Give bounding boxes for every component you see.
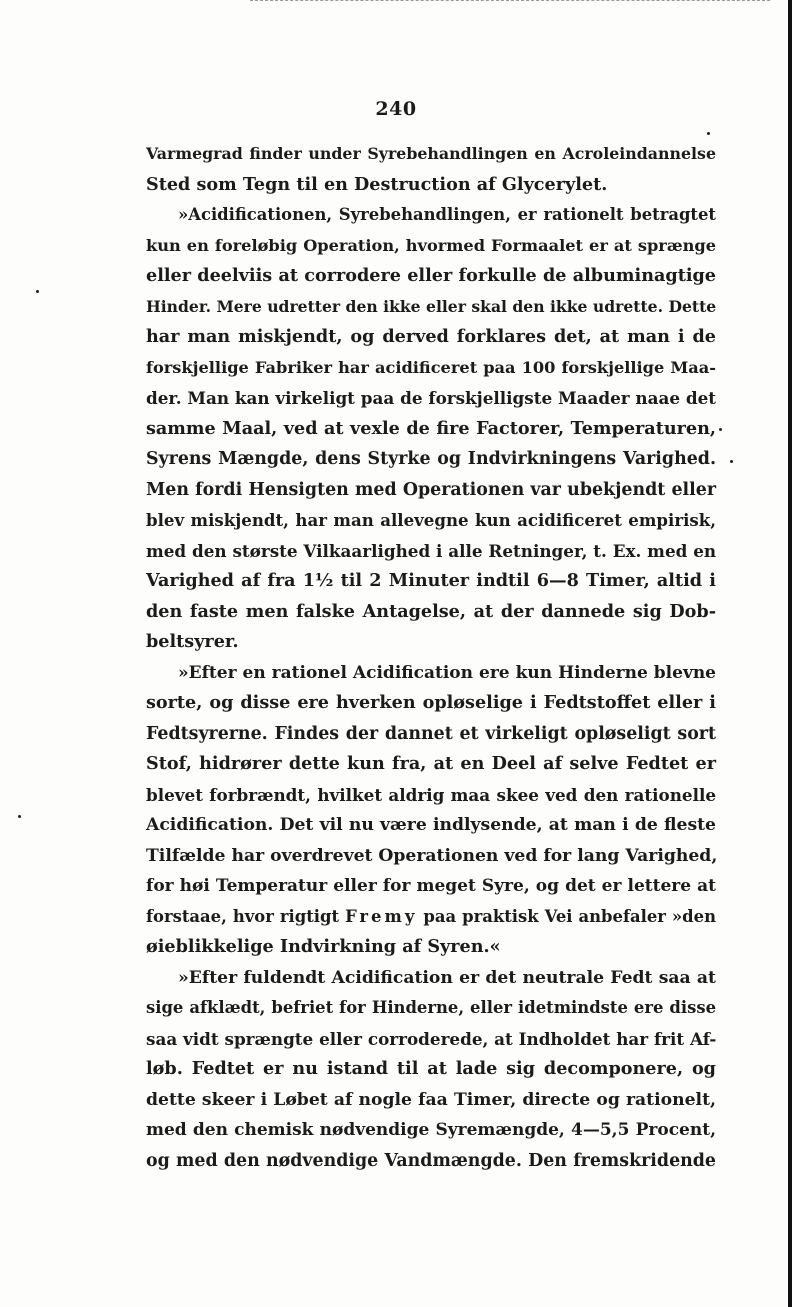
text-line: beltsyrer. [146, 631, 239, 652]
text-segment: forstaae, hvor rigtigt [146, 906, 346, 926]
text-line-with-name [146, 902, 716, 933]
text-line: den faste men falske Antagelse, at der dannede sig Dob- [146, 600, 716, 622]
text-line: Hinder. Mere udretter den ikke eller skal den ikke udrette. Dette [146, 296, 717, 316]
text-line: der. Man kan virkeligt paa de forskjelligste Maader naae det [146, 388, 717, 408]
text-line: saa vidt sprængte eller corroderede, at Indholdet har frit Af- [146, 1028, 717, 1049]
text-line: med den chemisk nødvendige Syremængde, 4—5,5 Procent, [146, 1120, 716, 1140]
text-line: med den største Vilkaarlighed i alle Retninger, t. Ex. med en [146, 540, 717, 561]
text-line: løb. Fedtet er nu istand til at lade sig decomponere, og [146, 1058, 716, 1079]
print-speck [707, 132, 710, 135]
print-speck [719, 428, 722, 431]
text-line: Stof, hidrører dette kun fra, at en Deel af selve Fedtet er [146, 753, 716, 774]
text-line: kun en foreløbig Operation, hvormed Formaalet er at sprænge [146, 235, 716, 255]
print-speck [730, 460, 733, 463]
body-text [146, 139, 716, 1176]
text-line: Syrens Mængde, dens Styrke og Indvirkningens Varighed. [146, 449, 716, 469]
text-line: blevet forbrændt, hvilket aldrig maa skee ved den rationelle [146, 784, 716, 805]
text-line: har man miskjendt, og derved forklares det, at man i de [146, 326, 716, 347]
text-line: eller deelviis at corrodere eller forkulle de albuminagtige [146, 265, 716, 286]
text-line: Varighed af fra 1½ til 2 Minuter indtil 6—8 Timer, altid i [146, 570, 716, 591]
text-line: Varmegrad finder under Syrebehandlingen en Acroleindannelse [146, 144, 716, 163]
page-top-edge [250, 0, 770, 4]
text-line: og med den nødvendige Vandmængde. Den fremskridende [146, 1150, 716, 1171]
text-line: sige afklædt, befriet for Hinderne, eller idetmindste ere disse [146, 998, 716, 1017]
text-line: »Efter fuldendt Acidification er det neutrale Fedt saa at [178, 967, 716, 988]
text-line: samme Maal, ved at vexle de fire Factorer, Temperaturen, [146, 417, 716, 439]
page-edge-border [788, 0, 792, 1307]
print-speck [18, 815, 21, 818]
text-line: forskjellige Fabriker har acidificeret paa 100 forskjellige Maa- [146, 357, 716, 377]
print-speck [36, 290, 39, 293]
text-line: blev miskjendt, har man allevegne kun acidificeret empirisk, [146, 510, 716, 530]
text-line: Tilfælde har overdrevet Operationen ved for lang Varighed, [146, 845, 718, 866]
text-line: dette skeer i Løbet af nogle faa Timer, directe og rationelt, [146, 1089, 716, 1110]
text-line: for høi Temperatur eller for meget Syre, og det er lettere at [146, 876, 716, 896]
text-line: »Efter en rationel Acidification ere kun Hinderne blevne [178, 662, 716, 683]
text-line: Sted som Tegn til en Destruction af Glycerylet. [146, 173, 608, 195]
text-line: øieblikkelige Indvirkning af Syren.« [146, 936, 501, 957]
text-segment: paa praktisk Vei anbefaler »den [417, 906, 716, 926]
text-line: Men fordi Hensigten med Operationen var ubekjendt eller [146, 479, 716, 500]
text-line: Fedtsyrerne. Findes der dannet et virkeligt opløseligt sort [146, 723, 716, 744]
text-line: sorte, og disse ere hverken opløselige i Fedtstoffet eller i [146, 692, 716, 713]
author-name: Fremy [345, 906, 418, 926]
page-number: 240 [375, 98, 417, 120]
text-line: »Acidificationen, Syrebehandlingen, er rationelt betragtet [178, 205, 716, 224]
text-line: Acidification. Det vil nu være indlysende, at man i de fleste [146, 815, 716, 835]
